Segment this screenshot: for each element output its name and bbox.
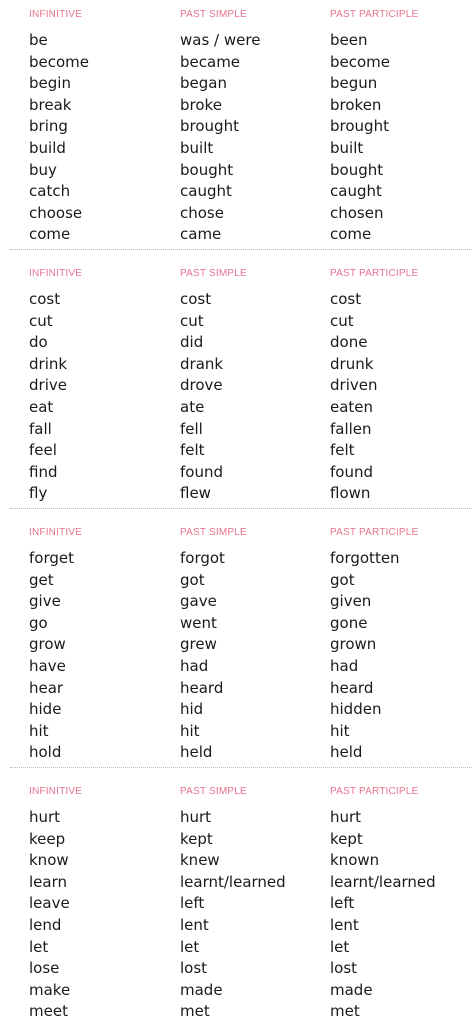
table-row	[0, 116, 474, 138]
infinitive-cell: begin	[29, 74, 71, 93]
past-participle-cell: broken	[330, 95, 382, 114]
infinitive-cell: choose	[29, 203, 83, 222]
table-row	[0, 742, 474, 764]
past-simple-cell: felt	[180, 441, 205, 460]
infinitive-cell: cost	[29, 290, 61, 308]
table-row	[0, 160, 474, 182]
infinitive-cell: hear	[29, 678, 64, 697]
past-simple-cell: built	[180, 138, 214, 157]
past-participle-cell: known	[330, 851, 380, 870]
header-past-participle: PAST PARTICIPLE	[330, 268, 419, 279]
infinitive-cell: find	[29, 462, 58, 481]
table-row	[0, 893, 474, 915]
past-participle-cell: made	[330, 980, 373, 999]
table-row	[0, 181, 474, 203]
past-participle-cell: caught	[330, 182, 382, 201]
table-row	[0, 829, 474, 851]
past-simple-cell: knew	[180, 851, 220, 870]
verb-block-3	[0, 518, 474, 762]
past-participle-cell: flown	[330, 484, 371, 503]
infinitive-cell: forget	[29, 549, 74, 567]
past-participle-cell: done	[330, 333, 368, 352]
past-participle-cell: cut	[330, 311, 354, 330]
infinitive-cell: be	[29, 31, 48, 49]
table-row	[0, 52, 474, 74]
past-participle-cell: learnt/learned	[330, 872, 436, 891]
past-simple-cell: hurt	[180, 808, 212, 826]
table-row	[0, 289, 474, 311]
dotted-divider	[10, 767, 472, 768]
verb-rows	[0, 289, 474, 505]
dotted-divider	[10, 508, 472, 509]
table-row	[0, 1001, 474, 1023]
verb-rows	[0, 548, 474, 764]
past-participle-cell: become	[330, 52, 391, 71]
past-simple-cell: had	[180, 656, 209, 675]
past-simple-cell: did	[180, 333, 204, 352]
table-row	[0, 311, 474, 333]
past-simple-cell: cost	[180, 290, 212, 308]
past-simple-cell: chose	[180, 203, 224, 222]
header-infinitive: INFINITIVE	[29, 9, 83, 20]
table-row	[0, 95, 474, 117]
past-participle-cell: hidden	[330, 700, 382, 719]
infinitive-cell: do	[29, 333, 48, 352]
header-infinitive: INFINITIVE	[29, 268, 83, 279]
past-simple-cell: found	[180, 462, 223, 481]
header-past-simple: PAST SIMPLE	[180, 9, 247, 20]
infinitive-cell: hold	[29, 743, 62, 762]
past-simple-cell: gave	[180, 592, 217, 611]
infinitive-cell: get	[29, 570, 54, 589]
infinitive-cell: have	[29, 656, 66, 675]
table-row	[0, 483, 474, 505]
table-row	[0, 440, 474, 462]
table-row	[0, 678, 474, 700]
infinitive-cell: meet	[29, 1002, 68, 1021]
table-row	[0, 354, 474, 376]
table-row	[0, 548, 474, 570]
header-past-simple: PAST SIMPLE	[180, 268, 247, 279]
infinitive-cell: break	[29, 95, 72, 114]
header-past-participle: PAST PARTICIPLE	[330, 527, 419, 538]
past-participle-cell: gone	[330, 613, 368, 632]
past-participle-cell: grown	[330, 635, 377, 654]
verb-block-4	[0, 777, 474, 1021]
past-simple-cell: caught	[180, 182, 232, 201]
past-simple-cell: hit	[180, 721, 200, 740]
past-simple-cell: learnt/learned	[180, 872, 286, 891]
past-simple-cell: bought	[180, 160, 234, 179]
infinitive-cell: lend	[29, 915, 62, 934]
past-simple-cell: heard	[180, 678, 224, 697]
past-participle-cell: got	[330, 570, 355, 589]
past-simple-cell: became	[180, 52, 241, 71]
infinitive-cell: fall	[29, 419, 52, 438]
past-simple-cell: fell	[180, 419, 203, 438]
table-row	[0, 915, 474, 937]
infinitive-cell: bring	[29, 117, 68, 136]
past-simple-cell: broke	[180, 95, 222, 114]
past-simple-cell: was / were	[180, 31, 261, 49]
past-simple-cell: kept	[180, 829, 213, 848]
table-row	[0, 462, 474, 484]
table-row	[0, 30, 474, 52]
infinitive-cell: give	[29, 592, 61, 611]
past-participle-cell: hurt	[330, 808, 362, 826]
past-participle-cell: cost	[330, 290, 362, 308]
infinitive-cell: lose	[29, 959, 60, 978]
past-simple-cell: lent	[180, 915, 209, 934]
past-simple-cell: cut	[180, 311, 204, 330]
table-row	[0, 634, 474, 656]
past-simple-cell: met	[180, 1002, 210, 1021]
past-participle-cell: eaten	[330, 397, 374, 416]
table-row	[0, 138, 474, 160]
table-row	[0, 613, 474, 635]
header-past-participle: PAST PARTICIPLE	[330, 9, 419, 20]
past-simple-cell: lost	[180, 959, 208, 978]
infinitive-cell: cut	[29, 311, 53, 330]
past-participle-cell: hit	[330, 721, 350, 740]
infinitive-cell: go	[29, 613, 48, 632]
infinitive-cell: eat	[29, 397, 54, 416]
past-participle-cell: been	[330, 31, 368, 49]
infinitive-cell: buy	[29, 160, 57, 179]
past-simple-cell: drove	[180, 376, 223, 395]
table-row	[0, 375, 474, 397]
infinitive-cell: catch	[29, 182, 71, 201]
past-participle-cell: felt	[330, 441, 355, 460]
past-simple-cell: held	[180, 743, 213, 762]
verb-block-2	[0, 259, 474, 503]
infinitive-cell: drive	[29, 376, 67, 395]
past-participle-cell: bought	[330, 160, 384, 179]
infinitive-cell: become	[29, 52, 90, 71]
table-row	[0, 570, 474, 592]
past-participle-cell: kept	[330, 829, 363, 848]
header-past-participle: PAST PARTICIPLE	[330, 786, 419, 797]
past-simple-cell: let	[180, 937, 200, 956]
infinitive-cell: fly	[29, 484, 48, 503]
past-participle-cell: had	[330, 656, 359, 675]
table-row	[0, 937, 474, 959]
header-past-simple: PAST SIMPLE	[180, 527, 247, 538]
past-participle-cell: come	[330, 225, 372, 244]
header-infinitive: INFINITIVE	[29, 786, 83, 797]
past-simple-cell: hid	[180, 700, 204, 719]
verb-rows	[0, 807, 474, 1023]
past-participle-cell: left	[330, 894, 355, 913]
table-row	[0, 872, 474, 894]
infinitive-cell: keep	[29, 829, 66, 848]
past-simple-cell: came	[180, 225, 222, 244]
past-simple-cell: began	[180, 74, 227, 93]
dotted-divider	[10, 249, 472, 250]
infinitive-cell: come	[29, 225, 71, 244]
table-row	[0, 73, 474, 95]
past-participle-cell: fallen	[330, 419, 372, 438]
past-participle-cell: let	[330, 937, 350, 956]
table-row	[0, 203, 474, 225]
past-participle-cell: heard	[330, 678, 374, 697]
past-simple-cell: grew	[180, 635, 217, 654]
infinitive-cell: leave	[29, 894, 70, 913]
infinitive-cell: hide	[29, 700, 62, 719]
past-participle-cell: forgotten	[330, 549, 400, 567]
infinitive-cell: learn	[29, 872, 67, 891]
table-row	[0, 332, 474, 354]
table-row	[0, 591, 474, 613]
past-participle-cell: held	[330, 743, 363, 762]
past-simple-cell: ate	[180, 397, 205, 416]
verb-rows	[0, 30, 474, 246]
past-simple-cell: left	[180, 894, 205, 913]
infinitive-cell: build	[29, 138, 66, 157]
table-row	[0, 850, 474, 872]
table-row	[0, 721, 474, 743]
header-past-simple: PAST SIMPLE	[180, 786, 247, 797]
infinitive-cell: hurt	[29, 808, 61, 826]
table-row	[0, 656, 474, 678]
past-participle-cell: driven	[330, 376, 378, 395]
past-simple-cell: flew	[180, 484, 211, 503]
table-row	[0, 397, 474, 419]
header-infinitive: INFINITIVE	[29, 527, 83, 538]
past-participle-cell: brought	[330, 117, 389, 136]
past-participle-cell: begun	[330, 74, 378, 93]
past-simple-cell: went	[180, 613, 217, 632]
infinitive-cell: let	[29, 937, 49, 956]
verb-block-1	[0, 0, 474, 244]
past-participle-cell: built	[330, 138, 364, 157]
table-row	[0, 419, 474, 441]
past-participle-cell: met	[330, 1002, 360, 1021]
past-participle-cell: chosen	[330, 203, 384, 222]
table-row	[0, 807, 474, 829]
infinitive-cell: make	[29, 980, 71, 999]
past-simple-cell: drank	[180, 354, 224, 373]
infinitive-cell: know	[29, 851, 69, 870]
past-simple-cell: forgot	[180, 549, 225, 567]
table-row	[0, 224, 474, 246]
table-row	[0, 958, 474, 980]
infinitive-cell: drink	[29, 354, 68, 373]
past-participle-cell: given	[330, 592, 372, 611]
past-simple-cell: got	[180, 570, 205, 589]
past-simple-cell: made	[180, 980, 223, 999]
infinitive-cell: grow	[29, 635, 66, 654]
past-participle-cell: lost	[330, 959, 358, 978]
past-participle-cell: lent	[330, 915, 359, 934]
table-row	[0, 980, 474, 1002]
past-simple-cell: brought	[180, 117, 239, 136]
past-participle-cell: drunk	[330, 354, 374, 373]
past-participle-cell: found	[330, 462, 373, 481]
infinitive-cell: feel	[29, 441, 57, 460]
table-row	[0, 699, 474, 721]
infinitive-cell: hit	[29, 721, 49, 740]
